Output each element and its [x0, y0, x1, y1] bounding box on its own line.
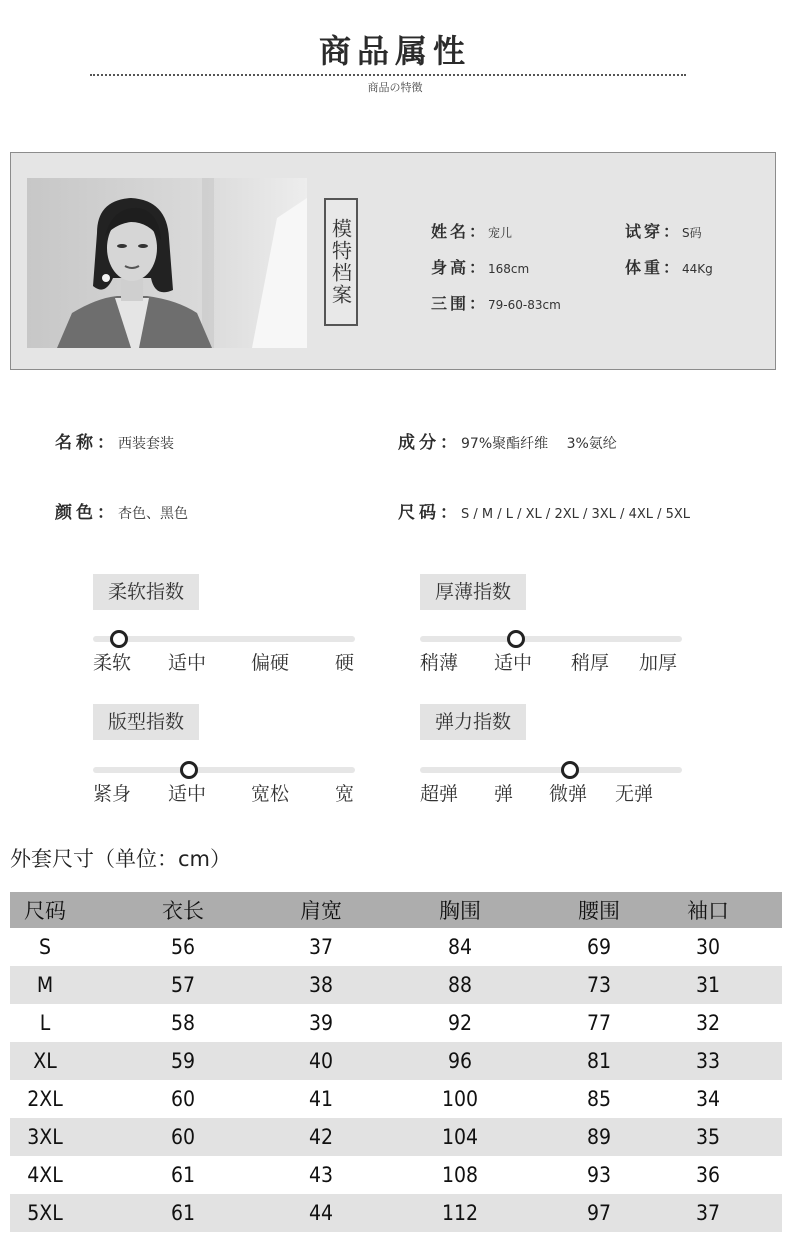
table-cell: 81 [564, 1042, 634, 1080]
table-cell: 5XL [10, 1194, 80, 1232]
table-row [10, 1042, 782, 1080]
table-cell: 35 [634, 1118, 782, 1156]
table-cell: 84 [447, 935, 473, 959]
scale-title-thickness: 厚薄指数 [420, 574, 526, 610]
table-cell: 93 [586, 1163, 612, 1187]
table-row [10, 1118, 782, 1156]
table-cell: 37 [634, 1194, 782, 1232]
scale-knob-elasticity [561, 761, 579, 779]
model-measurements-field: 三围：79-60-83cm [431, 294, 561, 313]
table-row [10, 1004, 782, 1042]
scale-title-softness: 柔软指数 [93, 574, 199, 610]
scale-tick: 适中 [168, 783, 207, 805]
scale-title-elasticity: 弹力指数 [420, 704, 526, 740]
scale-tick: 偏硬 [251, 652, 290, 674]
table-cell: 42 [286, 1118, 356, 1156]
model-photo [27, 178, 307, 348]
scale-tick: 稍薄 [420, 652, 459, 674]
table-cell: 31 [634, 966, 782, 1004]
scale-knob-thickness [507, 630, 525, 648]
column-header: 胸围 [356, 892, 564, 928]
size-table-heading: 外套尺寸（单位：cm） [10, 847, 232, 871]
table-cell: 104 [356, 1118, 564, 1156]
scale-tick: 宽 [335, 783, 355, 805]
table-cell: 96 [356, 1042, 564, 1080]
table-cell: 56 [170, 935, 196, 959]
table-cell: 60 [170, 1087, 196, 1111]
table-cell: 30 [695, 935, 721, 959]
attr-name: 名称：西装套装 [55, 433, 174, 453]
table-cell: 100 [441, 1087, 479, 1111]
table-cell: 60 [80, 1118, 286, 1156]
scale-track-elasticity [420, 767, 682, 773]
table-cell: 108 [441, 1163, 479, 1187]
title-divider [90, 74, 686, 76]
column-header: 腰围 [564, 892, 634, 928]
column-header: 肩宽 [286, 892, 356, 928]
column-header: 袖口 [634, 892, 782, 928]
column-header: 衣长 [80, 892, 286, 928]
table-cell: 58 [170, 1011, 196, 1035]
model-archive-badge: 模特档案 [324, 198, 358, 326]
table-cell: 61 [80, 1194, 286, 1232]
attr-color: 颜色：杏色、黑色 [55, 503, 188, 523]
size-table [10, 892, 782, 1232]
scale-title-fit: 版型指数 [93, 704, 199, 740]
table-cell: XL [10, 1042, 80, 1080]
page-title: 商品属性 [318, 32, 471, 70]
scale-tick: 弹 [494, 783, 514, 805]
table-row [10, 1194, 782, 1232]
table-cell: 44 [286, 1194, 356, 1232]
model-weight-field: 体重：44Kg [625, 258, 713, 277]
table-cell: 3XL [10, 1118, 80, 1156]
model-portrait-image [27, 178, 307, 348]
scale-knob-fit [180, 761, 198, 779]
table-cell: 89 [564, 1118, 634, 1156]
table-row [10, 966, 782, 1004]
table-cell: 40 [286, 1042, 356, 1080]
table-cell: 2XL [27, 1087, 63, 1111]
table-cell: 61 [170, 1163, 196, 1187]
table-cell: 88 [356, 966, 564, 1004]
table-cell: 33 [634, 1042, 782, 1080]
model-trial-size-field: 试穿：S码 [625, 222, 702, 241]
table-cell: 38 [286, 966, 356, 1004]
scale-tick: 柔软 [93, 652, 132, 674]
table-cell: 37 [308, 935, 334, 959]
table-row [10, 1156, 782, 1194]
table-cell: M [10, 966, 80, 1004]
table-cell: 73 [564, 966, 634, 1004]
table-cell: 39 [308, 1011, 334, 1035]
model-height-field: 身高：168cm [431, 258, 530, 277]
scale-tick: 硬 [335, 652, 355, 674]
scale-knob-softness [110, 630, 128, 648]
attr-fabric: 成分：97%聚酯纤维 3%氨纶 [398, 433, 617, 453]
table-cell: 77 [586, 1011, 612, 1035]
size-table-header-row [10, 892, 782, 928]
scale-tick: 加厚 [639, 652, 678, 674]
table-cell: 59 [80, 1042, 286, 1080]
model-profile-card [10, 152, 776, 370]
table-cell: 34 [695, 1087, 721, 1111]
table-cell: 85 [586, 1087, 612, 1111]
table-cell: 112 [356, 1194, 564, 1232]
table-cell: 97 [564, 1194, 634, 1232]
scale-track-softness [93, 636, 355, 642]
scale-tick: 适中 [494, 652, 533, 674]
scale-tick: 无弹 [615, 783, 654, 805]
table-cell: 4XL [27, 1163, 63, 1187]
scale-tick: 稍厚 [571, 652, 610, 674]
table-row [10, 928, 782, 966]
scale-tick: 微弹 [549, 783, 588, 805]
table-cell: 32 [695, 1011, 721, 1035]
page-subtitle: 商品の特徴 [367, 81, 423, 94]
scale-tick: 紧身 [93, 783, 132, 805]
table-cell: 43 [308, 1163, 334, 1187]
scale-tick: 超弹 [420, 783, 459, 805]
table-cell: 57 [80, 966, 286, 1004]
column-header: 尺码 [10, 892, 80, 928]
table-cell: 41 [308, 1087, 334, 1111]
attr-sizes: 尺码：S / M / L / XL / 2XL / 3XL / 4XL / 5XL [398, 503, 691, 523]
table-cell: S [39, 935, 51, 959]
model-name-field: 姓名：宠儿 [431, 222, 513, 241]
scale-tick: 宽松 [251, 783, 290, 805]
table-row [10, 1080, 782, 1118]
table-cell: L [39, 1011, 51, 1035]
table-cell: 36 [695, 1163, 721, 1187]
scale-tick: 适中 [168, 652, 207, 674]
scale-track-fit [93, 767, 355, 773]
table-cell: 92 [447, 1011, 473, 1035]
scale-track-thickness [420, 636, 682, 642]
table-cell: 69 [586, 935, 612, 959]
